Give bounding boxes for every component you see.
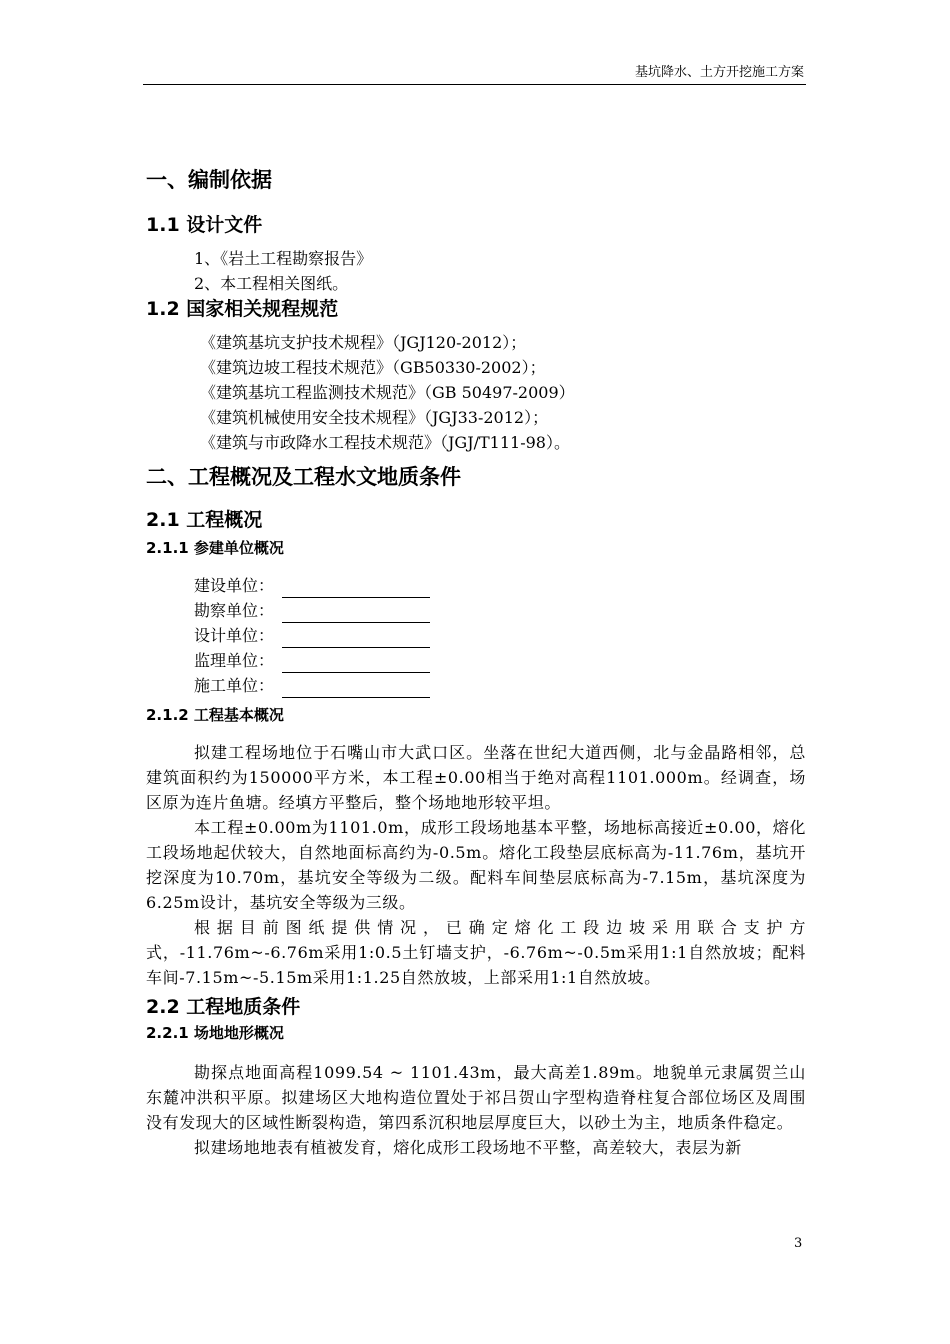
section-2-2-title: 2.2 工程地质条件 bbox=[146, 996, 301, 1018]
list-item: 1、《岩土工程勘察报告》 bbox=[194, 249, 373, 268]
field-label: 建设单位： bbox=[194, 576, 275, 595]
page-content bbox=[146, 150, 806, 1160]
paragraph: 根据目前图纸提供情况，已确定熔化工段边坡采用联合支护方式，-11.76m~-6.76m采用1:0.5土钉墙支护，-6.76m~-0.5m采用1:1自然放坡；配料车间-7.15m~-5.15m采用1:1.25自然放坡，上部采用1:1自然放坡。 bbox=[146, 918, 806, 987]
blank-line bbox=[282, 681, 430, 698]
section-2-1-1-title: 2.1.1 参建单位概况 bbox=[146, 539, 284, 557]
list-item: 《建筑与市政降水工程技术规范》（JGJ/T111-98）。 bbox=[200, 433, 570, 452]
page-number: 3 bbox=[794, 1236, 803, 1251]
field-survey-unit bbox=[146, 598, 806, 623]
field-construction-unit bbox=[146, 573, 806, 598]
section-2-1-title: 2.1 工程概况 bbox=[146, 509, 263, 531]
paragraph: 拟建场地地表有植被发育，熔化成形工段场地不平整，高差较大，表层为新 bbox=[194, 1138, 742, 1157]
blank-line bbox=[282, 656, 430, 673]
section-2-1-2-title: 2.1.2 工程基本概况 bbox=[146, 706, 284, 724]
header-title: 基坑降水、土方开挖施工方案 bbox=[634, 65, 804, 80]
page-header bbox=[143, 64, 806, 85]
section-1-1-title: 1.1 设计文件 bbox=[146, 214, 263, 236]
section-1-title: 一、编制依据 bbox=[146, 168, 272, 192]
field-label: 施工单位： bbox=[194, 676, 275, 695]
section-2-2-1-title: 2.2.1 场地地形概况 bbox=[146, 1024, 284, 1042]
field-label: 勘察单位： bbox=[194, 601, 275, 620]
field-contractor-unit bbox=[146, 673, 806, 698]
section-1-2-title: 1.2 国家相关规程规范 bbox=[146, 298, 339, 320]
paragraph: 拟建工程场地位于石嘴山市大武口区。坐落在世纪大道西侧，北与金晶路相邻，总建筑面积约为150000平方米，本工程±0.00相当于绝对高程1101.000m。经调查，场区原为连片鱼塘。经填方平整后，整个场地地形较平坦。 bbox=[146, 743, 806, 812]
paragraph: 勘探点地面高程1099.54 ~ 1101.43m，最大高差1.89m。地貌单元隶属贺兰山东麓冲洪积平原。拟建场区大地构造位置处于祁吕贺山字型构造脊柱复合部位场区及周围没有发现大的区域性断裂构造，第四系沉积地层厚度巨大，以砂土为主，地质条件稳定。 bbox=[146, 1063, 806, 1132]
list-item: 《建筑机械使用安全技术规程》（JGJ33-2012）； bbox=[200, 408, 549, 427]
field-supervision-unit bbox=[146, 648, 806, 673]
blank-line bbox=[282, 631, 430, 648]
list-item: 2、本工程相关图纸。 bbox=[194, 274, 349, 293]
field-label: 设计单位： bbox=[194, 626, 275, 645]
section-2-title: 二、工程概况及工程水文地质条件 bbox=[146, 465, 461, 489]
list-item: 《建筑基坑支护技术规程》（JGJ120-2012）； bbox=[200, 333, 527, 352]
list-item: 《建筑基坑工程监测技术规范》（GB 50497-2009） bbox=[200, 383, 575, 402]
blank-line bbox=[282, 606, 430, 623]
blank-line bbox=[282, 581, 430, 598]
field-design-unit bbox=[146, 623, 806, 648]
list-item: 《建筑边坡工程技术规范》（GB50330-2002）； bbox=[200, 358, 546, 377]
field-label: 监理单位： bbox=[194, 651, 275, 670]
paragraph: 本工程±0.00m为1101.0m，成形工段场地基本平整，场地标高接近±0.00，熔化工段场地起伏较大，自然地面标高约为-0.5m。熔化工段垫层底标高为-11.76m，基坑开挖深度为10.70m，基坑安全等级为二级。配料车间垫层底标高为-7.15m，基坑深度为6.25m设计，基坑安全等级为三级。 bbox=[146, 818, 806, 912]
